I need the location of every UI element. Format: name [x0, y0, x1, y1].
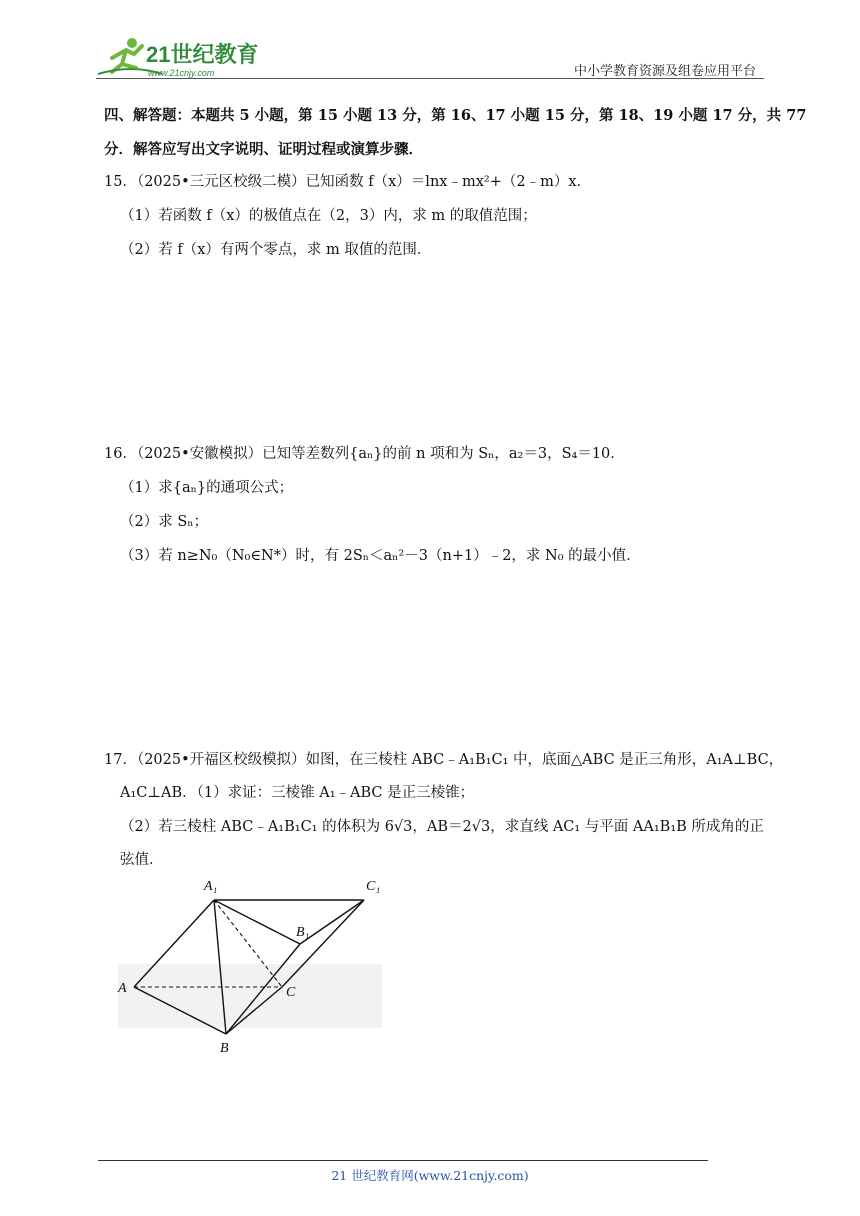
q16-stem: 16．（2025•安徽模拟）已知等差数列{aₙ}的前 n 项和为 Sₙ，a₂＝3，S₄＝10． — [104, 446, 625, 462]
site-logo — [92, 34, 262, 80]
q15-part2: （2）若 f（x）有两个零点，求 m 取值的范围． — [120, 242, 432, 258]
label-c: C — [286, 985, 296, 1000]
header-divider — [96, 78, 764, 79]
section-heading-line2: 分．解答应写出文字说明、证明过程或演算步骤． — [104, 141, 423, 158]
q17-part2: （2）若三棱柱 ABC﹣A₁B₁C₁ 的体积为 6√3，AB＝2√3，求直线 AC₁ 与平面 AA₁B₁B 所成角的正 — [120, 819, 764, 835]
prism-figure — [114, 870, 394, 1060]
q17-part2-cont: 弦值． — [120, 852, 164, 868]
q17-stem: 17．（2025•开福区校级模拟）如图，在三棱柱 ABC﹣A₁B₁C₁ 中，底面△ABC 是正三角形，A₁A⊥BC， — [104, 752, 784, 768]
q16-part2: （2）求 Sₙ； — [120, 514, 209, 530]
label-a: A — [118, 981, 127, 996]
q15-part1: （1）若函数 f（x）的极值点在（2，3）内，求 m 的取值范围； — [120, 208, 537, 224]
label-a1: A₁ — [204, 879, 218, 894]
q15-stem: 15．（2025•三元区校级二模）已知函数 f（x）＝lnx﹣mx²+（2﹣m）x． — [104, 174, 592, 190]
section-heading-line1: 四、解答题：本题共 5 小题，第 15 小题 13 分，第 16、17 小题 15 分，第 18、19 小题 17 分，共 77 — [104, 107, 807, 124]
label-c1: C₁ — [366, 879, 381, 894]
edge-b1c1 — [300, 900, 364, 944]
q16-part3: （3）若 n≥N₀（N₀∈N*）时，有 2Sₙ＜aₙ²－3（n+1）﹣2，求 N₀ 的最小值． — [120, 548, 641, 564]
logo-url: www.21cnjy.com — [148, 68, 215, 78]
q16-part1: （1）求{aₙ}的通项公式； — [120, 480, 294, 496]
header-platform-text: 中小学教育资源及组卷应用平台 — [573, 64, 756, 79]
logo-runner-icon — [92, 34, 262, 80]
edge-a1b1 — [214, 900, 300, 944]
footer-link[interactable]: 21 世纪教育网(www.21cnjy.com) — [331, 1168, 529, 1183]
label-b1: B₁ — [296, 925, 310, 940]
logo-text: 21世纪教育 — [146, 42, 259, 67]
footer-divider — [98, 1160, 708, 1161]
label-b: B — [220, 1041, 229, 1056]
q17-stem-cont: A₁C⊥AB．（1）求证：三棱锥 A₁﹣ABC 是正三棱锥； — [120, 785, 475, 801]
